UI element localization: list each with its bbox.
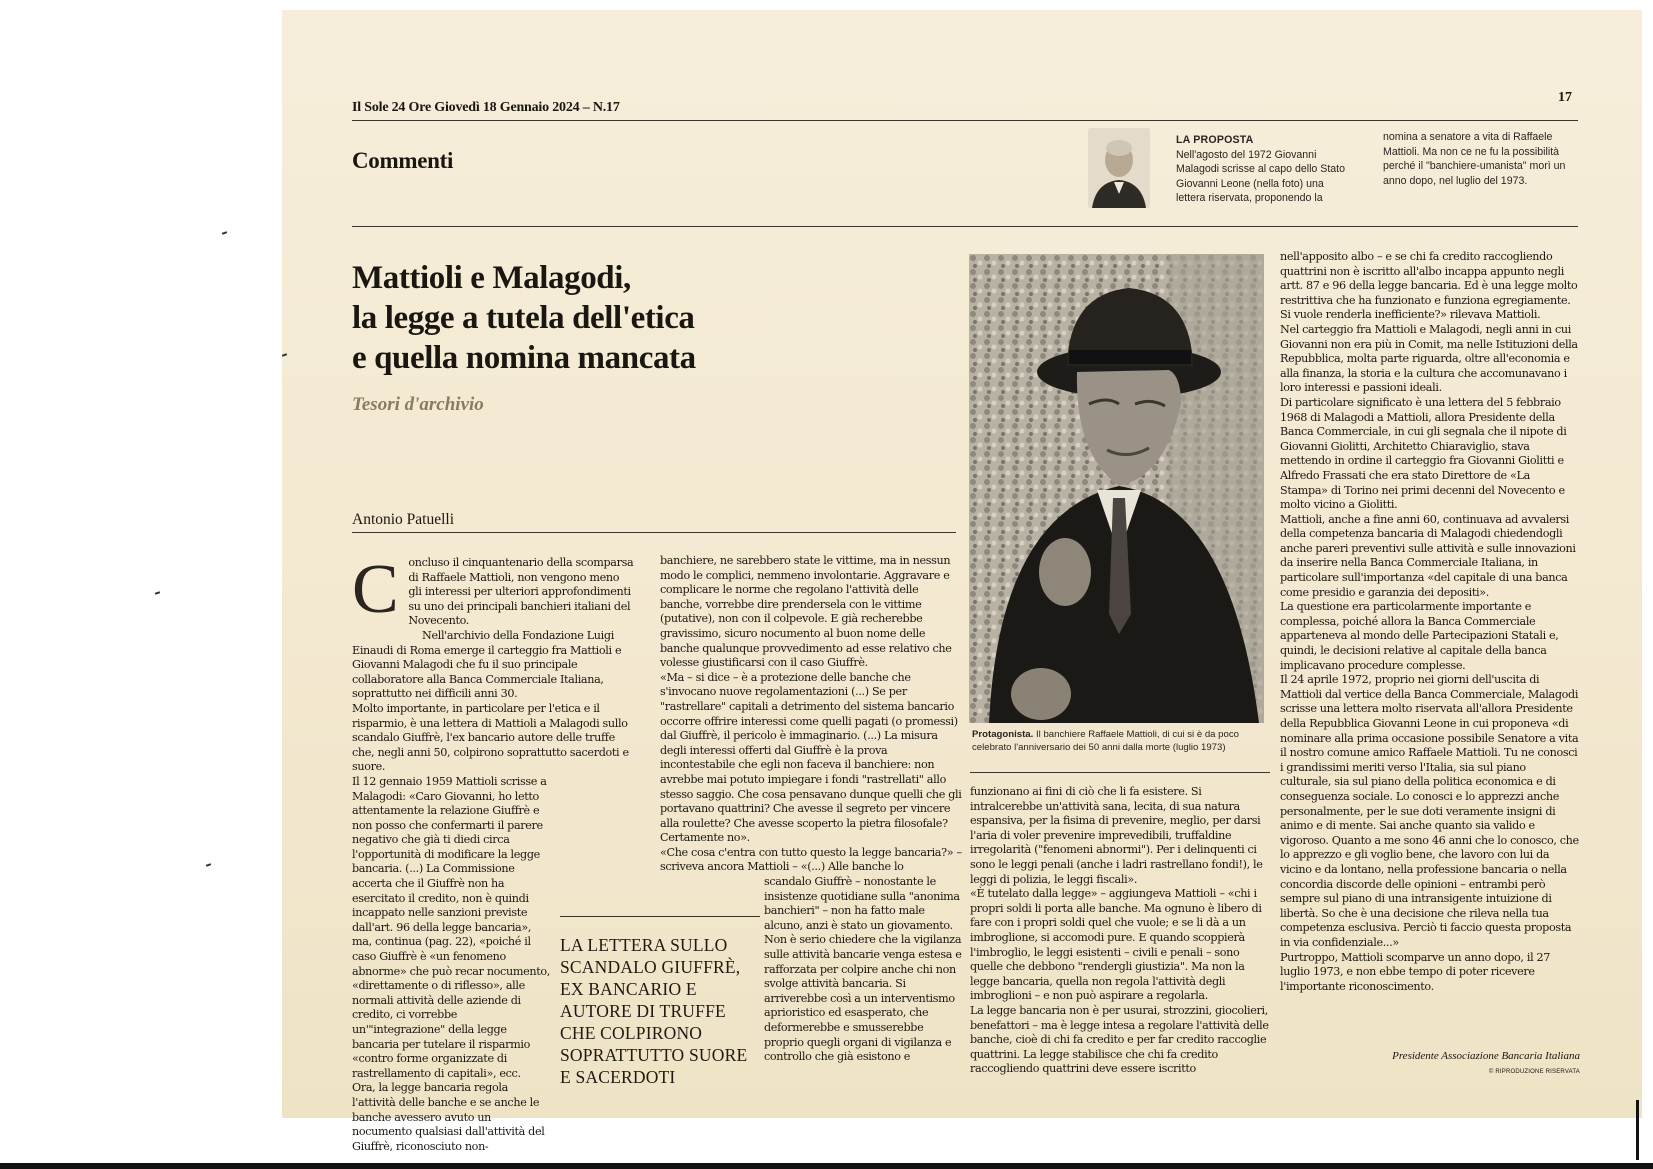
paragraph: Il 24 aprile 1972, proprio nei giorni dell'uscita di Mattioli dal vertice della Banca Commerciale, Malagodi scrisse una lettera molto riservata all'allora Presidente della Repubblica Giovanni Leone in cui proponeva «di nominare alla prima occasione possibile Senatore a vita il nostro comune amico Raffaele Mattioli. Tu ne conosci i grandissimi meriti verso l'Italia, sia sul piano culturale, sia sul piano della politica economica e di conseguenza sociale. Lo conosci e lo apprezzi anche personalmente, per le sue doti veramente insigni di animo e di mente. Sai anche quanto sia valido e vigoroso. Quanto a me sono 46 anni che lo conosco, che lo apprezzo e gli voglio bene, che lavoro con lui da vicino e da lontano, nella professione bancaria o nella concordia discorde delle opinioni – entrambi però sempre sul piano di una intransigente intuizione di libertà. So che è una decisione che rileva nella tua competenza esclusiva. Perciò ti faccio questa proposta in via confidenziale...» [1280,673,1579,949]
paragraph: «Che cosa c'entra con tutto questo la legge bancaria?» – scriveva ancora Mattioli – «(...) Alle banche lo [660,845,962,874]
paragraph: scandalo Giuffrè – nonostante le insistenze quotidiane sulla "anonima banchieri" – non ha fatto male alcuno, anzi è stato un giovamento. Non è serio chiedere che la vigilanza sulle attività bancarie venga estesa e rafforzata per colpire anche chi non svolge attività bancaria. Si arriverebbe così a un interventismo aprioristico ed esasperato, che deformerebbe e smusserebbe proprio quegli organi di vigilanza e controllo che già esistono e [764,875,962,1064]
paragraph: Il 12 gennaio 1959 Mattioli scrisse a Malagodi: «Caro Giovanni, ho letto attentamente la relazione Giuffrè e non posso che confermarti il parere negativo che già ti diedi circa l'opportunità di modificare la legge bancaria. (...) La Commissione accerta che il Giuffrè non ha esercitato il credito, non è quindi incappato nelle sanzioni previste dall'art. 96 della legge bancaria», ma, continua (pag. 22), «poiché il caso Giuffrè è «un fenomeno abnorme» che può recar nocumento, «direttamente o di riflesso», alle normali attività delle aziende di credito, ci vorrebbe un'"integrazione" della legge bancaria per tutelare il risparmio «contro forme organizzate di rastrellamento di capitali», ecc. [352,774,550,1080]
paragraph: oncluso il cinquantenario della scomparsa di Raffaele Mattioli, non vengono meno gli interessi per ulteriori approfondimenti su uno dei principali banchieri italiani del Novecento. [408,556,634,628]
paragraph: nell'apposito albo – e se chi fa credito raccogliendo quattrini non è iscritto all'albo incappa appunto negli artt. 87 e 96 della legge bancaria. Ed è una legge molto restrittiva che ha funzionato e funziona egregiamente. Si vuole renderla inefficiente?» rilevava Mattioli. [1280,250,1578,322]
paragraph: Ora, la legge bancaria regola l'attività delle banche e se anche le banche avessero avuto un nocumento qualsiasi dall'attività del Giuffrè, riconosciuto non- [352,1081,545,1153]
pullquote: LA LETTERA SULLO SCANDALO GIUFFRÈ, EX BANCARIO E AUTORE DI TRUFFE CHE COLPIRONO SOPRATTUTTO SUORE E SACERDOTI [560,935,748,1087]
headline-line: e quella nomina mancata [352,340,696,376]
copyright-notice: © RIPRODUZIONE RISERVATA [1488,1069,1580,1075]
paragraph: Di particolare significato è una lettera del 5 febbraio 1968 di Malagodi a Mattioli, allora Presidente della Banca Commerciale, in cui gli segnala che il nipote di Giovanni Giolitti, Architetto Chiaraviglio, stava mettendo in ordine il carteggio fra Giovanni Giolitti e Alfredo Frassati che era stato Direttore de «La Stampa» di Torino nei primi decenni del Novecento e molto vicino a Giolitti. [1280,395,1567,512]
paragraph: Purtroppo, Mattioli scomparve un anno dopo, il 27 luglio 1973, e non ebbe tempo di poter ricevere l'importante riconoscimento. [1280,950,1551,993]
paragraph: funzionano ai fini di ciò che li fa esistere. Si intralcerebbe un'attività sana, lecita, di sua natura espansiva, per la fisima di prevenire, meglio, per darsi l'aria di voler prevenire imprevedibili, truffaldine irregolarità ("fenomeni abnormi"). Per i delinquenti ci sono le leggi penali (anche i ladri rastrellano fondi!), le leggi di polizia, le leggi fiscali». [970,785,1263,886]
page-number: 17 [1558,90,1572,105]
scan-speck [206,863,211,867]
proposta-label: LA PROPOSTA [1176,134,1254,146]
proposta-text-col1 [1176,133,1356,206]
paragraph: banchiere, ne sarebbero state le vittime, ma in nessun modo le complici, nemmeno involontarie. Aggravare e complicare le norme che regolano l'attività delle banche, vorrebbe dire prendersela con le vittime (putative), non con il colpevole. E già recherebbe gravissimo, sicuro nocumento al buon nome delle banche qualunque provvedimento ad esse relativo che volesse giustificarsi con il caso Giuffrè. [660,554,952,670]
section-rule [352,226,1578,227]
author-signature: Presidente Associazione Bancaria Italiana [1392,1050,1580,1062]
paragraph: Nell'archivio della Fondazione Luigi Einaudi di Roma emerge il carteggio fra Mattioli e Giovanni Malagodi che fu il suo principale collaboratore alla Banca Commerciale Italiana, soprattutto nei difficili anni 30. [352,628,622,701]
dropcap: C [352,551,399,628]
article-headline [352,258,696,378]
paragraph: Nel carteggio fra Mattioli e Malagodi, negli anni in cui Giovanni non era più in Comit, ma nelle Istituzioni della Repubblica, molta parte riguarda, oltre all'economia e alla finanza, la storia e la cultura che accomunavano i loro interessi e passioni ideali. [1280,322,1578,395]
masthead: Il Sole 24 Ore Giovedì 18 Gennaio 2024 – N.17 [352,100,620,115]
leone-portrait-photo [1088,128,1150,208]
proposta-body-1: Nell'agosto del 1972 Giovanni Malagodi scrisse al capo dello Stato Giovanni Leone (nella foto) una lettera riservata, proponendo la [1176,148,1346,204]
paragraph: Molto importante, in particolare per l'etica e il risparmio, è una lettera di Mattioli a Malagodi sullo scandalo Giuffrè, l'ex bancario autore delle truffe che, negli anni 50, colpirono soprattutto sacerdoti e suore. [352,701,629,774]
paragraph: La questione era particolarmente importante e complessa, poiché allora la Banca Commerciale apparteneva al mondo delle Partecipazioni Statali e, quindi, le decisioni relative al capitale della banca implicavano procedure complesse. [1280,600,1559,672]
paragraph: La legge bancaria non è per usurai, strozzini, giocolieri, benefattori – ma è legge intesa a regolare l'attività delle banche, cioè di chi fa credito e per far credito raccoglie quattrini. La legge stabilisce che chi fa credito raccogliendo quattrini deve essere iscritto [970,1003,1269,1076]
section-title: Commenti [352,148,454,173]
article-column-4 [1280,250,1580,994]
kicker: Tesori d'archivio [352,394,484,415]
mattioli-portrait-photo [969,254,1264,723]
caption-label: Protagonista. [972,729,1034,740]
proposta-text-col2: nomina a senatore a vita di Raffaele Mattioli. Ma non ce ne fu la possibilità perché il "banchiere-umanista" morì un anno dopo, nel luglio del 1973. [1383,131,1566,187]
photo-caption [972,728,1272,754]
caption-text: Il banchiere Raffaele Mattioli, di cui si è da poco celebrato l'anniversario dei 50 anni dalla morte (luglio 1973) [972,729,1239,753]
scan-bottom-bar [0,1163,1653,1169]
article-column-3 [970,785,1270,1077]
caption-rule [970,772,1270,773]
scan-edge-mark [1636,1100,1639,1160]
headline-line: Mattioli e Malagodi, [352,260,631,296]
paragraph: «È tutelato dalla legge» – aggiungeva Mattioli – «chi i propri soldi li porta alle banche. Ma ognuno è libero di fare con i propri soldi quel che vuole; e se li dà a un imbroglione, si accomodi pure. E quando scoppierà l'imbroglio, le leggi esistenti – civili e penali – sono quelle che debbono "rendergli giustizia". Ma non la legge bancaria, quella non regola l'attività degli imbroglioni – e non può aspirare a regolarla. [970,887,1262,1003]
pullquote-rule [560,916,760,917]
byline-author: Antonio Patuelli [352,511,455,528]
scan-speck [222,231,227,235]
byline-rule [352,532,956,533]
paragraph: Mattioli, anche a fine anni 60, continuava ad avvalersi della competenza bancaria di Malagodi chiedendogli anche pareri preventivi sulle attività e sulle innovazioni da inserire nella Banca Commerciale Italiana, in particolare sull'importanza «del capitale di una banca come presidio e garanzia dei depositi». [1280,512,1576,599]
scan-speck [155,591,160,595]
headline-line: la legge a tutela dell'etica [352,300,695,336]
paragraph: «Ma – si dice – è a protezione delle banche che s'invocano nuove regolamentazioni (...) Se per "rastrellare" capitali a detrimento del sistema bancario occorre offrire interessi come quelli pagati (o promessi) dal Giuffrè, il pericolo è immaginario. (...) La misura degli interessi offerti dal Giuffrè è la prova incontestabile che egli non faceva il banchiere: non avrebbe mai potuto impiegare i fondi "rastrellati" allo stesso saggio. Che cosa pensavano dunque quelli che gli portavano quattrini? Che avesse il segreto per vincere alla roulette? Che avesse scoperto la pietra filosofale? Certamente no». [660,670,962,845]
masthead-rule [352,120,1578,121]
